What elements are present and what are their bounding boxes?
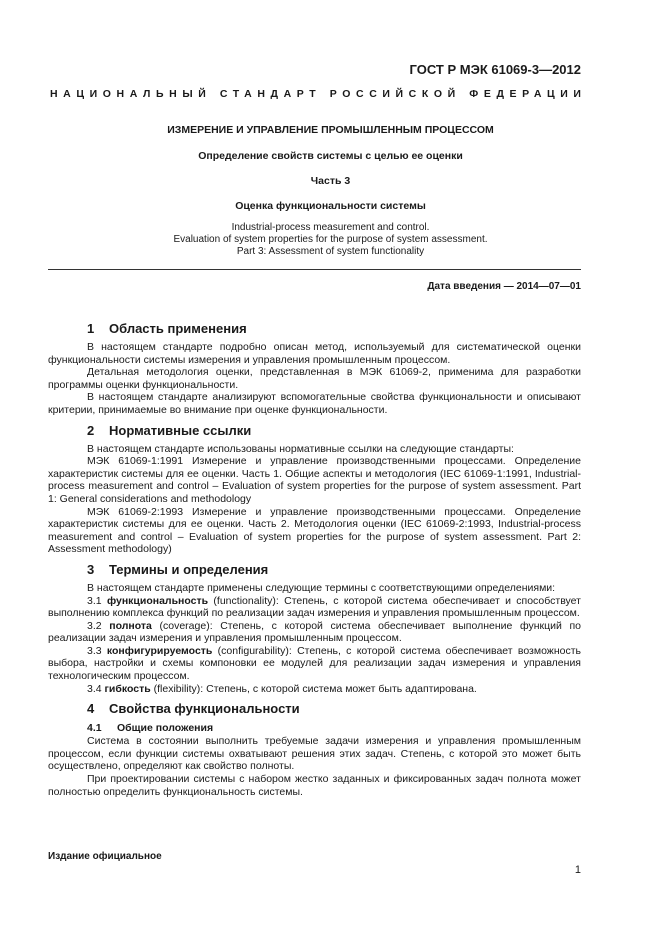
standard-part: Часть 3 bbox=[310, 175, 351, 187]
part-title: Оценка функциональности системы bbox=[235, 200, 426, 212]
title-divider bbox=[48, 269, 581, 270]
term-definition bbox=[48, 645, 581, 683]
section-heading bbox=[48, 422, 581, 440]
reference-item: МЭК 61069-2:1993 Измерение и управление производственными процессами. Определение характеристик системы для ее оценки. Часть 2. Методология оценки (IEC 61069-2:1993, Industrial-process measurement and control – Evaluation of system properties for the purpose of system assessment. Part 2: Assessment methodology) bbox=[48, 505, 581, 556]
paragraph: В настоящем стандарте подробно описан метод, используемый для систематической оценки функциональности системы измерения и управления промышленным процессом. bbox=[48, 341, 581, 366]
term-number: 3.3 bbox=[87, 644, 102, 657]
section-title: Область применения bbox=[109, 321, 247, 336]
title-block bbox=[80, 124, 581, 258]
standard-subtitle: Определение свойств системы с целью ее оценки bbox=[198, 150, 463, 162]
section-number: 2 bbox=[87, 422, 95, 438]
section-title: Нормативные ссылки bbox=[109, 422, 252, 438]
section-number: 1 bbox=[87, 321, 95, 336]
standard-title: ИЗМЕРЕНИЕ И УПРАВЛЕНИЕ ПРОМЫШЛЕННЫМ ПРОЦЕССОМ bbox=[167, 124, 494, 136]
section-functionality-properties bbox=[48, 700, 581, 798]
section-heading bbox=[48, 320, 581, 338]
paragraph: В настоящем стандарте использованы нормативные ссылки на следующие стандарты: bbox=[87, 442, 514, 455]
section-title: Свойства функциональности bbox=[109, 701, 300, 717]
subsection-title: Общие положения bbox=[117, 722, 214, 735]
page-number: 1 bbox=[574, 864, 581, 876]
paragraph: В настоящем стандарте анализируют вспомогательные свойства функциональности и описывают критерии, принимаемые во внимание при оценке функциональности. bbox=[48, 391, 581, 416]
document-body bbox=[48, 320, 581, 798]
document-number: ГОСТ Р МЭК 61069-3—2012 bbox=[409, 62, 581, 77]
section-heading bbox=[48, 561, 581, 579]
subsection-heading bbox=[48, 721, 581, 735]
term: гибкость bbox=[104, 682, 151, 695]
english-title-line: Part 3: Assessment of system functionality bbox=[236, 246, 425, 257]
section-normative-references bbox=[48, 422, 581, 556]
reference-item: МЭК 61069-1:1991 Измерение и управление производственными процессами. Определение характеристик системы для ее оценки. Часть 1. Общие аспекты и методология (IEC 61069-1:1991, Industrial-process measurement and control – Evaluation of system properties for the purpose of system assessment. Part 1: General considerations and methodology bbox=[48, 455, 581, 505]
section-heading bbox=[48, 700, 581, 718]
term: полнота bbox=[109, 619, 152, 632]
term: конфигурируемость bbox=[106, 644, 213, 657]
term-text: (configurability): Степень, с которой система обеспечивает возможность выбора, настройки и схемы компоновки ее модулей для реализации задач измерения и управления технологическим процессом. bbox=[48, 644, 581, 683]
section-scope bbox=[48, 320, 581, 417]
term-text: (coverage): Степень, с которой система обеспечивает выполнение функций по реализации задач измерения и управления промышленным процессом. bbox=[48, 619, 581, 645]
paragraph: Система в состоянии выполнить требуемые задачи измерения и управления промышленным процессом, если функции системы охватывают решения этих задач. Степень, с которой это может быть осуществлено, определяют как свойство полноты. bbox=[48, 735, 581, 773]
section-number: 4 bbox=[87, 701, 95, 717]
section-number: 3 bbox=[87, 561, 95, 577]
effective-date: Дата введения — 2014—07—01 bbox=[427, 281, 581, 292]
term: функциональность bbox=[106, 594, 209, 607]
term-definition bbox=[48, 620, 581, 645]
paragraph: Детальная методология оценки, представленная в МЭК 61069-2, применима для разработки программы оценки функциональности. bbox=[48, 366, 581, 391]
subsection-number: 4.1 bbox=[87, 722, 102, 735]
national-standard-heading: НАЦИОНАЛЬНЫЙ СТАНДАРТ РОССИЙСКОЙ ФЕДЕРАЦИИ bbox=[50, 88, 587, 100]
term-number: 3.2 bbox=[87, 619, 102, 632]
official-edition-note: Издание официальное bbox=[48, 851, 162, 862]
section-title: Термины и определения bbox=[109, 561, 269, 577]
paragraph: При проектировании системы с набором жестко заданных и фиксированных задач полнота может полностью определить функциональность системы. bbox=[48, 773, 581, 798]
term-definition bbox=[48, 683, 581, 696]
term-number: 3.4 bbox=[87, 682, 102, 695]
paragraph: В настоящем стандарте применены следующие термины с соответствующими определениями: bbox=[87, 581, 556, 594]
term-number: 3.1 bbox=[87, 594, 102, 607]
term-text: (flexibility): Степень, с которой система может быть адаптирована. bbox=[150, 682, 477, 695]
term-definition bbox=[48, 595, 581, 620]
english-title-line: Industrial-process measurement and control. bbox=[231, 222, 430, 233]
section-terms bbox=[48, 561, 581, 695]
english-title-line: Evaluation of system properties for the purpose of system assessment. bbox=[173, 234, 488, 245]
term-text: (functionality): Степень, с которой система обеспечивает и способствует выполнению комплекса функций по реализации задач измерения и управления промышленным процессом. bbox=[48, 594, 581, 620]
